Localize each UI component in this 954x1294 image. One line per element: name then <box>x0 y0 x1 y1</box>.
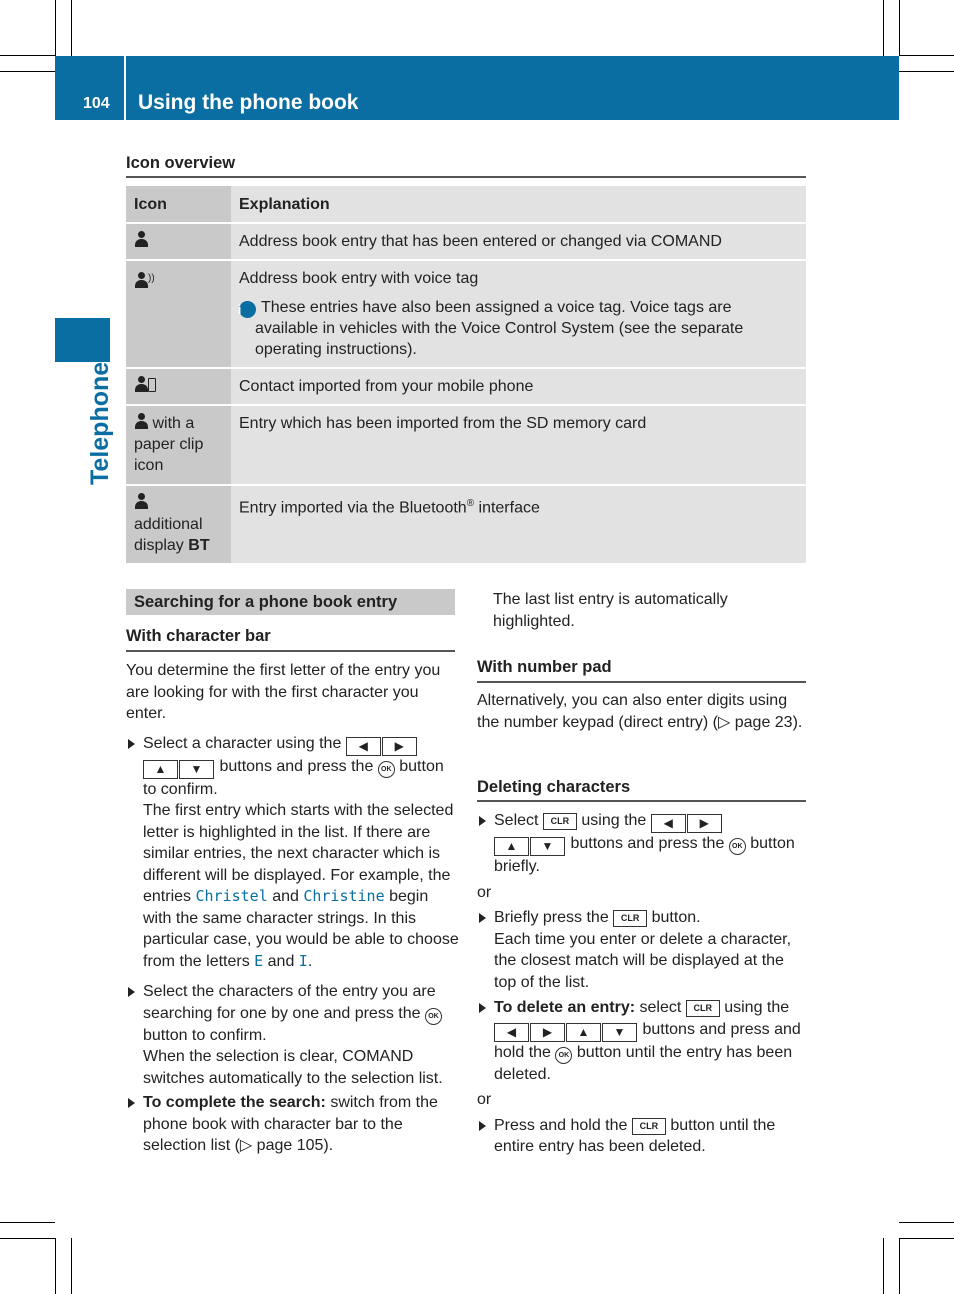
number-pad-text: Alternatively, you can also enter digits using the number keypad (direct entry) (▷ page 23). <box>477 692 803 731</box>
section-title-box <box>126 589 455 615</box>
icon-description: additional display <box>134 516 203 554</box>
up-arrow-key[interactable]: ▲ <box>143 760 178 779</box>
icon-cell <box>126 405 231 485</box>
example-entry: Christine <box>303 887 385 905</box>
left-arrow-key[interactable]: ◀ <box>346 737 381 756</box>
info-note-text: These entries have also been assigned a voice tag. Voice tags are available in vehicles with the Voice Control System (see the separate operating instructions). <box>255 299 744 358</box>
icon-cell <box>126 485 231 564</box>
table-row <box>126 368 806 405</box>
down-arrow-key[interactable]: ▼ <box>179 760 214 779</box>
up-arrow-key[interactable]: ▲ <box>566 1023 601 1042</box>
intro-paragraph: You determine the first letter of the entry you are looking for with the first character you enter. <box>126 662 441 722</box>
icon-cell <box>126 368 231 405</box>
clr-key[interactable]: CLR <box>543 813 577 830</box>
person-icon <box>134 272 148 290</box>
subheading-character-bar: With character bar <box>126 627 271 645</box>
list-item: Briefly press the CLR button. Each time you enter or delete a character, the closest match will be displayed at the top of the list. <box>477 907 810 993</box>
registered-mark: ® <box>466 498 475 509</box>
crop-mark <box>55 1238 56 1294</box>
ok-button-icon[interactable]: OK <box>378 761 395 778</box>
example-letter: I <box>298 951 308 970</box>
info-icon: i <box>239 301 256 318</box>
table-row <box>126 260 806 368</box>
or-text: or <box>477 1091 492 1108</box>
voice-tag-icon: )) <box>148 273 155 284</box>
icon-cell <box>126 223 231 260</box>
list-item: Select the characters of the entry you are searching for one by one and press the OK button to confirm. When the selection is clear, COMAND switches automatically to the selection list. <box>126 981 459 1089</box>
explanation-text: Address book entry with voice tag <box>239 270 479 287</box>
clr-key[interactable]: CLR <box>613 910 647 927</box>
heading-rule <box>126 176 806 178</box>
icon-overview-heading: Icon overview <box>126 154 236 172</box>
crop-mark <box>899 1238 954 1239</box>
crop-mark <box>0 55 55 56</box>
ok-button-icon[interactable]: OK <box>729 838 746 855</box>
side-tab <box>55 318 110 362</box>
up-arrow-key[interactable]: ▲ <box>494 837 529 856</box>
right-column <box>477 810 810 1158</box>
header-separator <box>124 56 126 120</box>
crop-mark <box>883 0 884 56</box>
ok-button-icon[interactable]: OK <box>555 1047 572 1064</box>
heading-rule <box>126 650 455 652</box>
down-arrow-key[interactable]: ▼ <box>530 837 565 856</box>
icon-description-bold: BT <box>188 537 210 554</box>
table-row <box>126 223 806 260</box>
icon-table <box>126 186 806 565</box>
right-arrow-key[interactable]: ▶ <box>382 737 417 756</box>
explanation-cell: Contact imported from your mobile phone <box>231 368 806 405</box>
col-icon-header: Icon <box>126 186 231 223</box>
table-row <box>126 405 806 485</box>
crop-mark <box>0 1222 55 1223</box>
list-item: Select a character using the ◀ ▶ ▲ ▼ buttons and press the OK button to confirm. The first entry which starts with the selected letter is highlighted in the list. If there are similar entries, the next character which is different will be displayed. For example, the entries Christel and Christine begin with the same character strings. In this particular case, you would be able to choose from the letters E and I. <box>126 733 459 973</box>
list-item: Press and hold the CLR button until the entire entry has been deleted. <box>477 1115 810 1158</box>
explanation-cell: Address book entry that has been entered or changed via COMAND <box>231 223 806 260</box>
heading-rule <box>477 800 806 802</box>
page-number: 104 <box>83 95 110 112</box>
table-header-row <box>126 186 806 223</box>
section-title: Searching for a phone book entry <box>134 593 398 611</box>
crop-mark <box>0 1238 55 1239</box>
icon-description: with a paper clip icon <box>134 415 204 474</box>
crop-mark <box>899 0 900 56</box>
crop-mark <box>899 1222 954 1223</box>
person-icon <box>134 231 148 249</box>
explanation-cell <box>231 485 806 564</box>
mobile-phone-icon <box>148 378 156 392</box>
heading-rule <box>477 681 806 683</box>
explanation-tail: interface <box>474 499 540 517</box>
crop-mark <box>0 71 55 72</box>
icon-cell <box>126 260 231 368</box>
col-explanation-header: Explanation <box>231 186 806 223</box>
example-letter: E <box>254 951 264 970</box>
right-arrow-key[interactable]: ▶ <box>687 814 722 833</box>
crop-mark <box>899 1238 900 1294</box>
left-arrow-key[interactable]: ◀ <box>494 1023 529 1042</box>
down-arrow-key[interactable]: ▼ <box>602 1023 637 1042</box>
table-row <box>126 485 806 564</box>
explanation-text: Entry imported via the Bluetooth <box>239 499 467 517</box>
explanation-cell <box>231 260 806 368</box>
or-text: or <box>477 883 492 901</box>
ok-button-icon[interactable]: OK <box>425 1008 442 1025</box>
crop-mark <box>883 1238 884 1294</box>
person-icon <box>134 413 148 431</box>
list-item: To complete the search: switch from the phone book with character bar to the selection list (▷ page 105). <box>126 1092 459 1157</box>
explanation-cell: Entry which has been imported from the SD memory card <box>231 405 806 485</box>
continued-text: The last list entry is automatically highlighted. <box>493 591 728 630</box>
left-arrow-key[interactable]: ◀ <box>651 814 686 833</box>
crop-mark <box>71 0 72 56</box>
clr-key[interactable]: CLR <box>686 1000 720 1017</box>
crop-mark <box>899 71 954 72</box>
subheading-deleting: Deleting characters <box>477 778 631 796</box>
crop-mark <box>899 55 954 56</box>
list-item: To delete an entry: select CLR using the ◀ ▶ ▲ ▼ buttons and press and hold the OK button until the entry has been deleted. <box>477 997 810 1085</box>
crop-mark <box>55 0 56 56</box>
subheading-number-pad: With number pad <box>477 658 612 676</box>
info-note <box>239 297 798 360</box>
page-title: Using the phone book <box>138 91 359 114</box>
left-column <box>126 660 459 1157</box>
side-label: Telephone <box>86 361 114 485</box>
person-icon <box>134 493 148 511</box>
clr-key[interactable]: CLR <box>632 1118 666 1135</box>
example-entry: Christel <box>195 887 268 905</box>
list-item: Select CLR using the ◀ ▶ ▲ ▼ buttons and press the OK button briefly. <box>477 810 810 878</box>
crop-mark <box>71 1238 72 1294</box>
right-arrow-key[interactable]: ▶ <box>530 1023 565 1042</box>
person-icon <box>134 376 148 394</box>
